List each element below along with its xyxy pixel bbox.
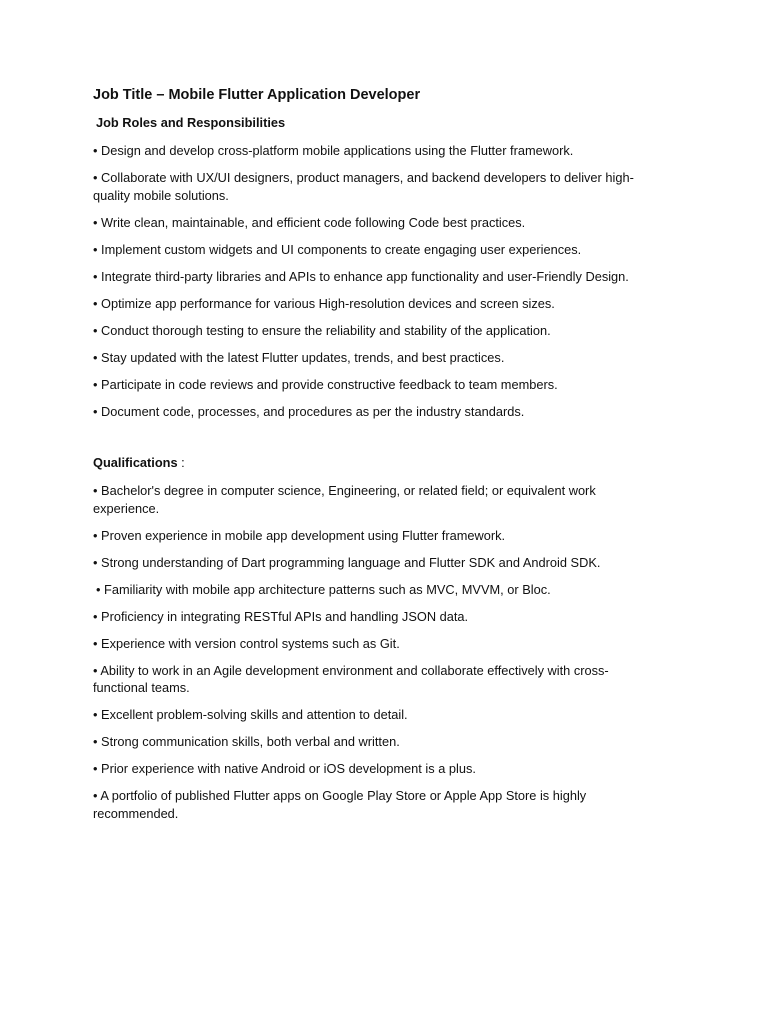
list-item: • Conduct thorough testing to ensure the reliability and stability of the application.: [93, 322, 551, 338]
qualifications-heading-colon: :: [177, 455, 185, 470]
list-item: • Collaborate with UX/UI designers, product managers, and backend developers to deliver high-quality mobile solutions.: [93, 170, 634, 203]
list-item: • Proven experience in mobile app development using Flutter framework.: [93, 527, 506, 543]
list-item: • Experience with version control systems such as Git.: [93, 635, 400, 651]
qualifications-heading: [93, 455, 653, 471]
list-item: • Implement custom widgets and UI components to create engaging user experiences.: [93, 241, 582, 257]
list-item: • Strong communication skills, both verbal and written.: [93, 734, 400, 749]
list-item: • Proficiency in integrating RESTful APIs and handling JSON data.: [93, 608, 469, 624]
list-item: • Write clean, maintainable, and efficient code following Code best practices.: [93, 214, 526, 230]
qualifications-list: [93, 482, 653, 822]
document-page: [93, 86, 653, 832]
list-item: • Bachelor's degree in computer science, Engineering, or related field; or equivalent work experience.: [93, 483, 596, 516]
list-item: • Document code, processes, and procedures as per the industry standards.: [93, 403, 525, 419]
list-item: • Prior experience with native Android or iOS development is a plus.: [93, 761, 476, 776]
list-item: • Ability to work in an Agile development environment and collaborate effectively with cross-functional teams.: [93, 662, 609, 695]
list-item: • Integrate third-party libraries and APIs to enhance app functionality and user-Friendly Design.: [93, 268, 629, 284]
list-item: • Familiarity with mobile app architecture patterns such as MVC, MVVM, or Bloc.: [96, 581, 551, 597]
roles-heading: Job Roles and Responsibilities: [96, 115, 286, 130]
list-item: • Stay updated with the latest Flutter updates, trends, and best practices.: [93, 349, 505, 365]
qualifications-heading-label: Qualifications: [93, 455, 178, 470]
list-item: • Strong understanding of Dart programming language and Flutter SDK and Android SDK.: [93, 554, 601, 570]
list-item: • Participate in code reviews and provide constructive feedback to team members.: [93, 376, 558, 392]
job-title: Job Title – Mobile Flutter Application Developer: [93, 87, 421, 103]
list-item: • Excellent problem-solving skills and attention to detail.: [93, 707, 408, 722]
list-item: • A portfolio of published Flutter apps on Google Play Store or Apple App Store is highly recommended.: [93, 788, 587, 821]
roles-list: [93, 142, 653, 420]
list-item: • Design and develop cross-platform mobile applications using the Flutter framework.: [93, 143, 574, 158]
list-item: • Optimize app performance for various High-resolution devices and screen sizes.: [93, 295, 555, 311]
